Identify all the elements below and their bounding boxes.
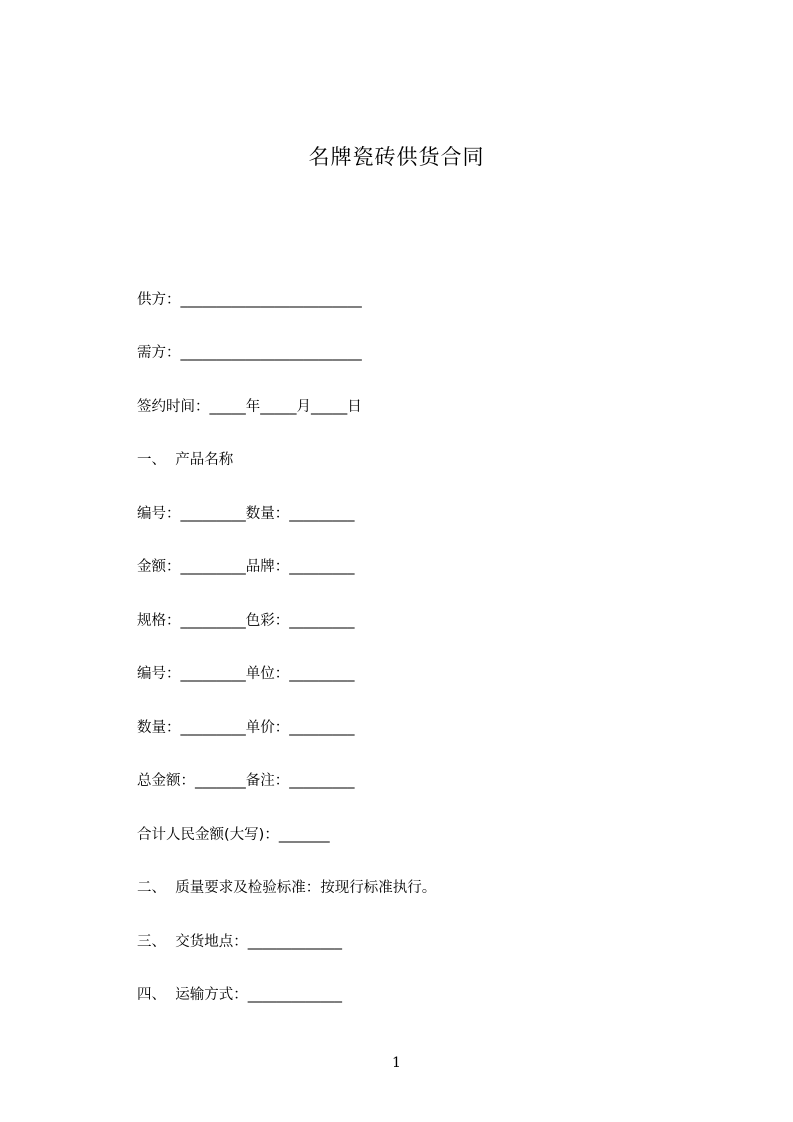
- total-remarks-line: 总金额：_______备注：_________: [137, 773, 355, 789]
- total-rmb-line: 合计人民金额(大写)：_______: [137, 827, 330, 843]
- section-3-line: 三、 交货地点：_____________: [137, 934, 342, 950]
- quantity-price-line: 数量：_________单价：_________: [137, 720, 355, 736]
- number-quantity-line: 编号：_________数量：_________: [137, 506, 355, 522]
- document-title: 名牌瓷砖供货合同: [308, 145, 485, 169]
- section-1-heading: 一、 产品名称: [137, 452, 234, 468]
- number-unit-line: 编号：_________单位：_________: [137, 666, 355, 682]
- buyer-line: 需方：_________________________: [137, 345, 362, 361]
- amount-brand-line: 金额：_________品牌：_________: [137, 559, 355, 575]
- section-4-line: 四、 运输方式：_____________: [137, 987, 342, 1003]
- page-number: 1: [392, 1055, 401, 1071]
- section-2-line: 二、 质量要求及检验标准：按现行标准执行。: [137, 880, 437, 896]
- supplier-line: 供方：_________________________: [137, 292, 362, 308]
- signing-date-line: 签约时间：_____年_____月_____日: [137, 399, 362, 415]
- spec-color-line: 规格：_________色彩：_________: [137, 613, 355, 629]
